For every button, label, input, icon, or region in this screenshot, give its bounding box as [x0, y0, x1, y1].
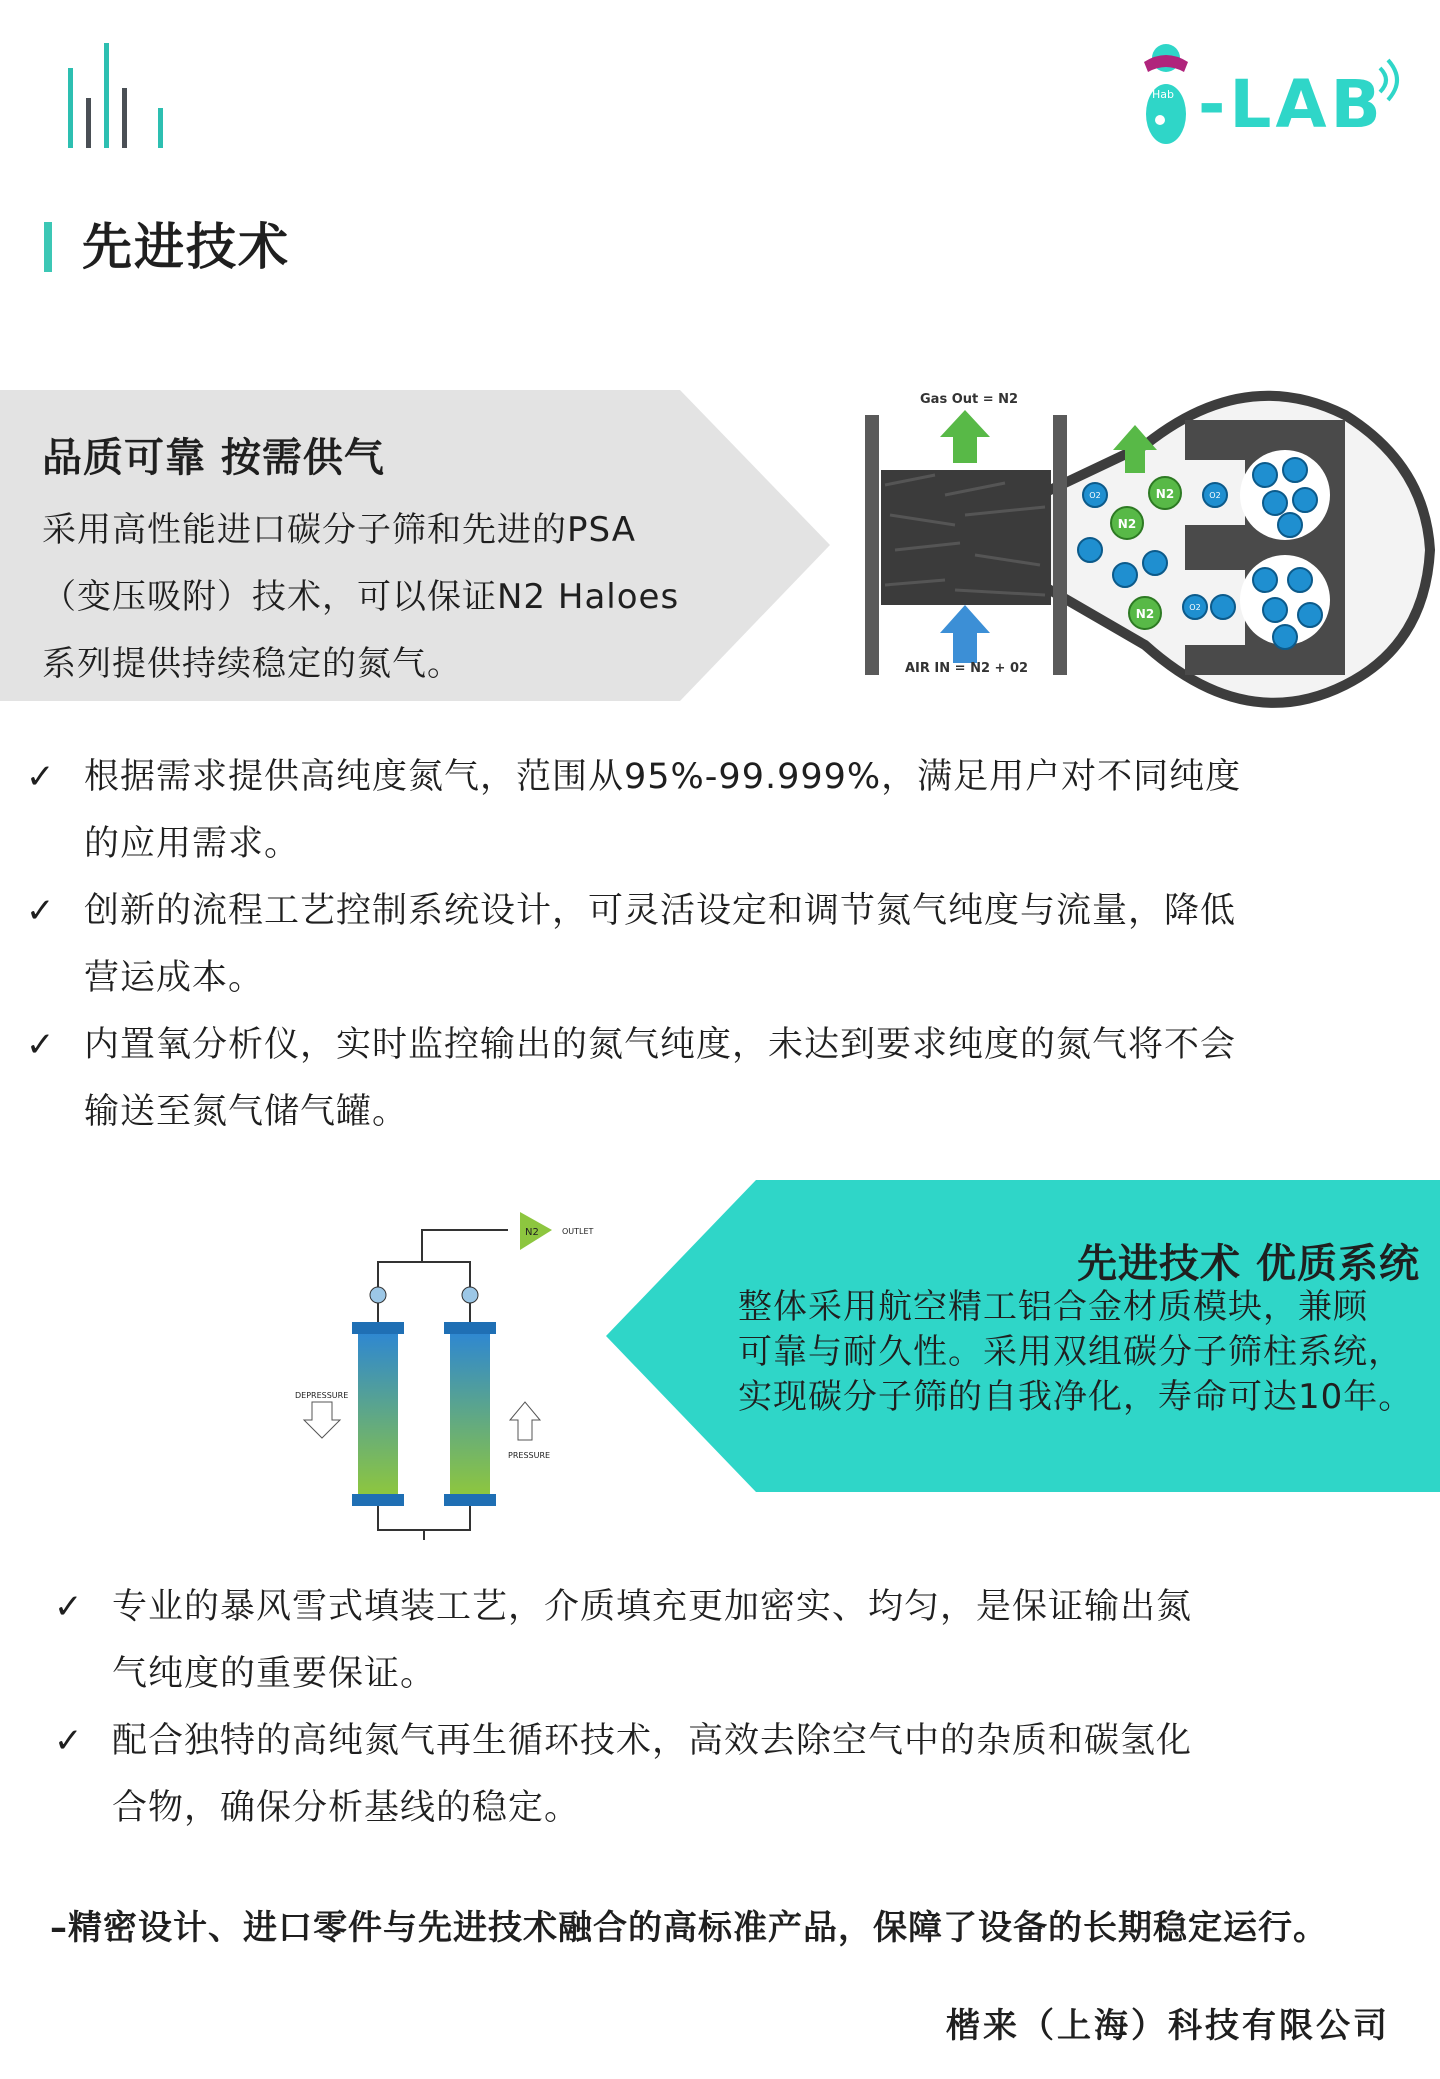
section-title: 先进技术: [82, 218, 290, 276]
system-callout-heading: 先进技术 优质系统: [1077, 1241, 1420, 1287]
list-item: [26, 878, 1286, 1012]
carbon-sieve-diagram: [845, 375, 1440, 730]
n2-molecule-label: N2: [1155, 487, 1175, 501]
list-item-text: 的应用需求。: [84, 824, 301, 864]
list-item: [26, 1012, 1286, 1146]
psa-schematic-diagram: [100, 1140, 620, 1540]
list-item-text: 专业的暴风雪式填装工艺，介质填充更加密实、均匀，是保证输出氮: [112, 1587, 1193, 1627]
footer-tagline: –精密设计、进口零件与先进技术融合的高标准产品，保障了设备的长期稳定运行。: [50, 1908, 1328, 1948]
quality-callout-heading: 品质可靠 按需供气: [42, 435, 385, 481]
o2-molecule-label: O2: [1209, 491, 1221, 500]
check-icon: ✓: [54, 1587, 84, 1627]
list-item-text: 创新的流程工艺控制系统设计，可灵活设定和调节氮气纯度与流量，降低: [84, 891, 1237, 931]
n2-molecule-label: N2: [1117, 517, 1137, 531]
feature-list-1: [26, 744, 1286, 1146]
o2-molecule-label: O2: [1189, 603, 1201, 612]
list-item-text: 根据需求提供高纯度氮气，范围从95%-99.999%，满足用户对不同纯度: [84, 757, 1242, 797]
n2-molecule-label: N2: [1135, 607, 1155, 621]
check-icon: ✓: [54, 1721, 84, 1761]
quality-callout-line: 采用高性能进口碳分子筛和先进的PSA: [42, 510, 636, 550]
system-callout-text: [738, 1285, 1438, 1420]
outlet-label: OUTLET: [562, 1227, 594, 1236]
quality-callout-line: 系列提供持续稳定的氮气。: [42, 644, 462, 684]
ilab-logo: [1130, 28, 1410, 148]
list-item-text: 配合独特的高纯氮气再生循环技术，高效去除空气中的杂质和碳氢化: [112, 1721, 1193, 1761]
list-item: [54, 1708, 1274, 1842]
gas-out-label: Gas Out = N2: [920, 392, 1019, 407]
quality-callout-text: [42, 497, 742, 698]
feature-list-2: [54, 1574, 1274, 1842]
list-item-text: 内置氧分析仪，实时监控输出的氮气纯度，未达到要求纯度的氮气将不会: [84, 1025, 1237, 1065]
pressure-label: PRESSURE: [508, 1451, 551, 1460]
check-icon: ✓: [26, 891, 56, 931]
quality-callout-line: （变压吸附）技术，可以保证N2 Haloes: [42, 577, 680, 617]
logo-text: -LAB: [1198, 66, 1385, 143]
n2-outlet-label: N2: [525, 1227, 539, 1238]
section-title-marker: [44, 222, 52, 272]
list-item: [54, 1574, 1274, 1708]
list-item-text: 合物，确保分析基线的稳定。: [112, 1788, 581, 1828]
check-icon: ✓: [26, 1025, 56, 1065]
logo-badge: Hab: [1152, 88, 1174, 101]
system-callout-line: 实现碳分子筛的自我净化，寿命可达10年。: [738, 1377, 1414, 1417]
list-item-text: 输送至氮气储气罐。: [84, 1092, 409, 1132]
check-icon: ✓: [26, 757, 56, 797]
system-callout-line: 整体采用航空精工铝合金材质模块，兼顾: [738, 1287, 1368, 1327]
o2-molecule-label: O2: [1089, 491, 1101, 500]
company-name: 楷来（上海）科技有限公司: [946, 2006, 1390, 2046]
system-callout-line: 可靠与耐久性。采用双组碳分子筛柱系统，: [738, 1332, 1403, 1372]
depressure-label: DEPRESSURE: [295, 1391, 349, 1400]
list-item-text: 气纯度的重要保证。: [112, 1654, 437, 1694]
air-in-label: AIR IN = N2 + 02: [905, 661, 1029, 676]
list-item-text: 营运成本。: [84, 958, 265, 998]
bars-logo-icon: [68, 38, 168, 148]
list-item: [26, 744, 1286, 878]
